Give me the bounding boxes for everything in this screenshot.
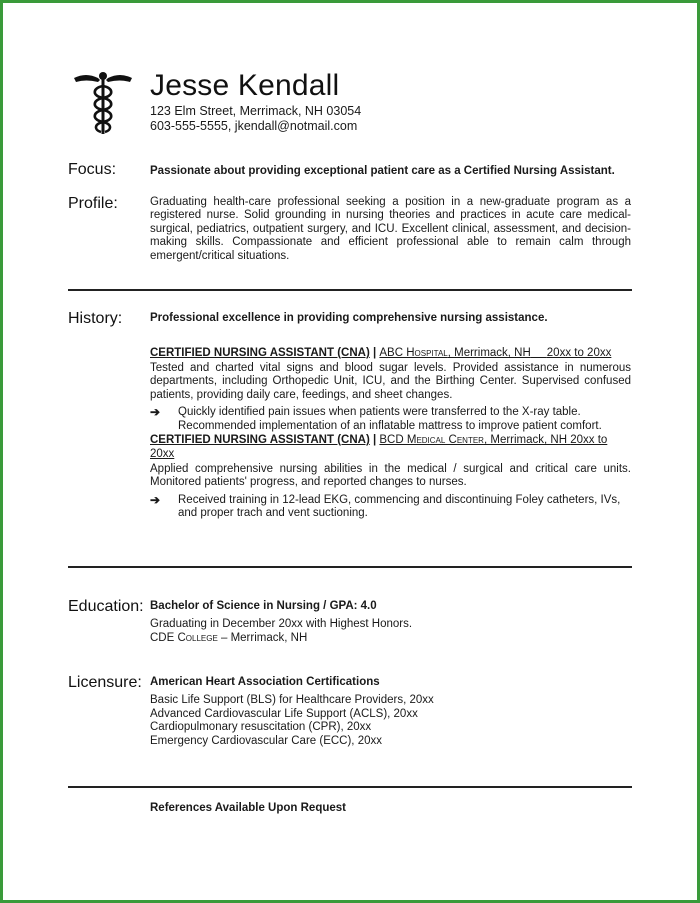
job-entry [150,346,631,433]
job-bullet [150,406,631,433]
bullet-line: Received training in 12-lead EKG, commencing and discontinuing Foley catheters, IVs, [178,493,621,506]
arrow-right-icon: ➔ [150,492,161,507]
certification-item: Basic Life Support (BLS) for Healthcare Providers, 20xx [150,694,434,707]
job-title [150,433,631,461]
contact-block [150,104,361,134]
certification-item: Emergency Cardiovascular Care (ECC), 20xx [150,734,382,747]
history-summary: Professional excellence in providing comprehensive nursing assistance. [150,312,548,324]
address-line: 123 Elm Street, Merrimack, NH 03054 [150,104,362,118]
degree-title: Bachelor of Science in Nursing / GPA: 4.0 [150,600,377,612]
certification-item: Cardiopulmonary resuscitation (CPR), 20xx [150,721,372,734]
section-divider [68,786,632,788]
history-label: History: [68,310,123,327]
licensure-label: Licensure: [68,674,142,691]
job-bullet [150,494,631,521]
licensure-block [150,676,631,748]
job-separator: | [369,347,380,359]
candidate-name: Jesse Kendall [150,69,340,102]
bullet-line: and proper trach and vent suctioning. [178,507,368,520]
school-name: CDE College [150,631,218,644]
job-role: CERTIFIED NURSING ASSISTANT (CNA) [150,347,370,359]
job-role: CERTIFIED NURSING ASSISTANT (CNA) [150,434,370,446]
school-line [150,632,631,645]
job-dates: 20xx to 20xx [150,434,608,460]
licensure-heading: American Heart Association Certifications [150,676,380,688]
job-employer: ABC Hospital [379,347,448,359]
contact-line: 603-555-5555, jkendall@notmail.com [150,119,358,133]
school-location: – Merrimack, NH [217,631,308,644]
job-location: , Merrimack, NH [483,434,568,446]
job-entry [150,433,631,521]
arrow-right-icon: ➔ [150,405,161,420]
focus-text: Passionate about providing exceptional patient care as a Certified Nursing Assistant. [150,165,615,177]
profile-text: Graduating health-care professional seeking a position in a new-graduate program as a registered nurse. Solid grounding in nursing theories and practices in acute care medical-surgical, pediatrics, outpatient surgery, and ICU. Excellent clinical, assessment, and decision-making skills. Compassionate and efficient professional able to remain calm through emergent/critical situations. [150,196,631,262]
bullet-line: Recommended implementation of an inflatable mattress to improve patient comfort. [178,419,602,432]
job-description: Applied comprehensive nursing abilities in the medical / surgical and critical care units. Monitored patients' progress, and reported changes to nurses. [150,463,631,489]
graduation-note: Graduating in December 20xx with Highest Honors. [150,618,413,631]
bullet-line: Quickly identified pain issues when patients were transferred to the X-ray table. [178,406,581,419]
certification-item: Advanced Cardiovascular Life Support (ACLS), 20xx [150,707,418,720]
section-divider [68,566,632,568]
job-title [150,346,631,360]
education-label: Education: [68,598,144,615]
education-block [150,600,631,645]
job-separator: | [369,434,380,446]
section-divider [68,289,632,291]
job-employer: BCD Medical Center [379,434,484,446]
focus-label: Focus: [68,161,117,178]
profile-label: Profile: [68,195,118,212]
caduceus-icon [72,70,134,136]
references-note: References Available Upon Request [150,802,346,814]
job-dates: 20xx to 20xx [546,347,612,359]
job-description: Tested and charted vital signs and blood sugar levels. Provided assistance in numerous departments, including Orthopedic Unit, ICU, and the Birthing Center. Supervised confused patients, providing daily care, feedings, and sheet changes. [150,362,631,401]
job-location: , Merrimack, NH [447,347,531,359]
